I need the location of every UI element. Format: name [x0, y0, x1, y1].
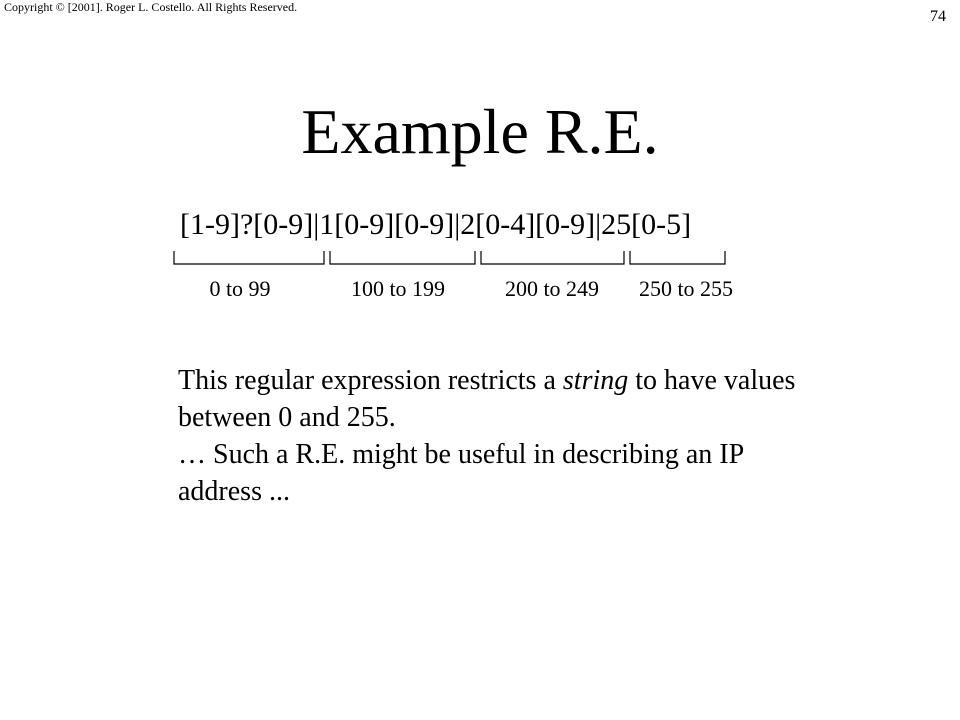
- body-text-after: to have values between 0 and 255.: [178, 365, 796, 433]
- body-paragraph-1: [178, 362, 818, 436]
- range-label-200-249: 200 to 249: [504, 276, 600, 301]
- regex-expression: [1-9]?[0-9]|1[0-9][0-9]|2[0-4][0-9]|25[0-5]: [180, 208, 692, 241]
- body-paragraph-2: … Such a R.E. might be useful in describing an IP address ...: [178, 439, 744, 507]
- copyright-notice: Copyright © [2001]. Roger L. Costello. All Rights Reserved.: [4, 0, 298, 14]
- body-text-before: This regular expression restricts a: [178, 365, 563, 396]
- bracket-0-99: [174, 251, 324, 264]
- range-label-100-199: 100 to 199: [350, 276, 446, 301]
- bracket-250-255: [630, 251, 725, 264]
- range-label-250-255: 250 to 255: [638, 276, 734, 301]
- range-label-0-99: 0 to 99: [209, 276, 271, 301]
- slide-title: Example R.E.: [301, 96, 659, 167]
- page-number: 74: [930, 8, 946, 25]
- slide-body: [178, 362, 818, 510]
- bracket-100-199: [330, 251, 475, 264]
- bracket-200-249: [481, 251, 624, 264]
- body-text-emphasis: string: [562, 365, 629, 396]
